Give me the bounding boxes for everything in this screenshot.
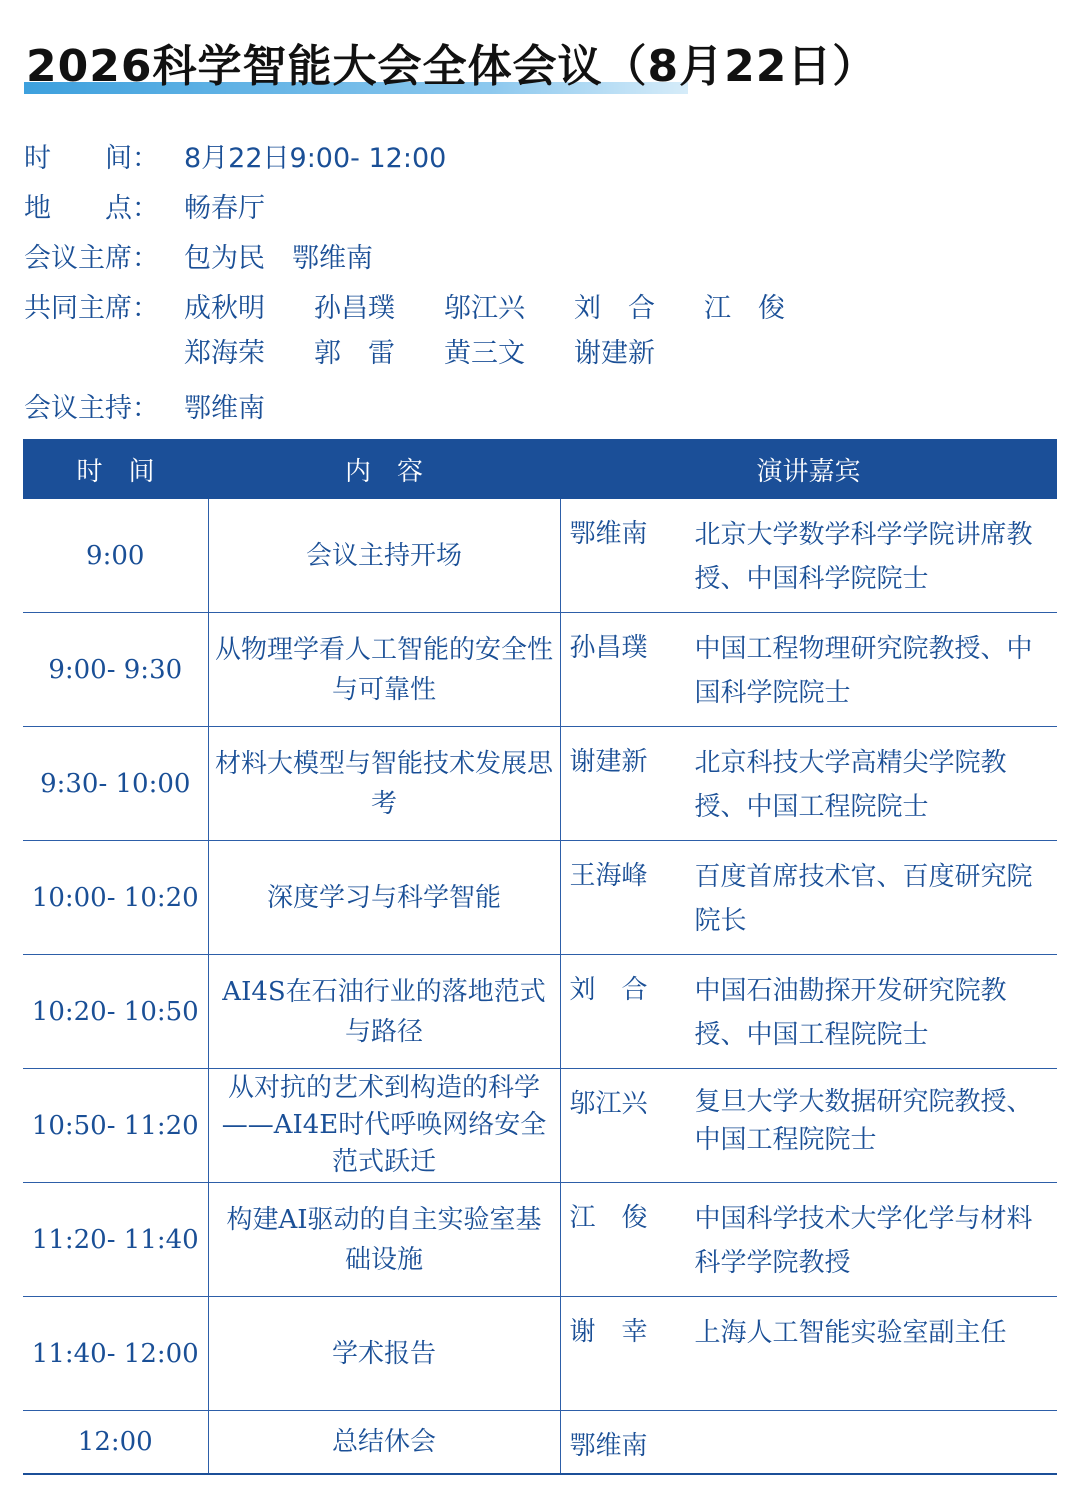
row-speaker-cell (560, 841, 1057, 955)
speaker-name: 邬江兴 (569, 1089, 648, 1119)
row-topic: 材料大模型与智能技术发展思考 (208, 727, 560, 841)
row-time: 9:30- 10:00 (23, 727, 208, 841)
speaker-name: 鄂维南 (569, 1431, 648, 1461)
speaker-name: 谢 幸 (569, 1317, 648, 1347)
row-speaker-cell (560, 1297, 1057, 1411)
cochair-names (184, 286, 834, 370)
title-block (22, 30, 1022, 100)
place-label: 地 点： (24, 193, 159, 224)
row-time: 10:00- 10:20 (23, 841, 208, 955)
speaker-name: 孙昌璞 (569, 633, 648, 663)
table-row (23, 727, 1057, 841)
schedule-table (23, 439, 1057, 1475)
row-speaker-cell (560, 1183, 1057, 1297)
speaker-title: 北京科技大学高精尖学院教授、中国工程院院士 (694, 748, 1007, 822)
row-speaker-cell (560, 727, 1057, 841)
speaker-title: 中国石油勘探开发研究院教授、中国工程院院士 (694, 976, 1007, 1050)
cochair-name: 成秋明 (184, 293, 265, 324)
info-chair (24, 236, 373, 275)
row-speaker-cell (560, 613, 1057, 727)
cochair-name: 孙昌璞 (314, 293, 395, 324)
speaker-name: 刘 合 (569, 975, 648, 1005)
time-label: 时 间： (24, 143, 159, 174)
host-label: 会议主持： (24, 393, 159, 424)
speaker-name: 谢建新 (569, 747, 648, 777)
time-value: 8月22日9:00- 12:00 (184, 143, 447, 174)
info-host (24, 386, 265, 425)
row-topic: 会议主持开场 (208, 499, 560, 613)
row-time: 10:20- 10:50 (23, 955, 208, 1069)
row-topic: 从物理学看人工智能的安全性与可靠性 (208, 613, 560, 727)
header-speaker: 演讲嘉宾 (560, 439, 1057, 499)
speaker-name: 江 俊 (569, 1203, 648, 1233)
place-value: 畅春厅 (184, 193, 265, 224)
table-row (23, 1297, 1057, 1411)
info-cochair (24, 286, 834, 370)
row-time: 10:50- 11:20 (23, 1069, 208, 1183)
cochair-name: 郭 雷 (314, 338, 395, 369)
header-time: 时 间 (23, 439, 208, 499)
row-speaker-cell (560, 1069, 1057, 1183)
row-speaker-cell (560, 499, 1057, 613)
table-row (23, 955, 1057, 1069)
host-value: 鄂维南 (184, 393, 265, 424)
chair-value: 包为民 鄂维南 (184, 243, 373, 274)
row-time: 9:00- 9:30 (23, 613, 208, 727)
row-topic: 从对抗的艺术到构造的科学——AI4E时代呼唤网络安全范式跃迁 (208, 1069, 560, 1183)
page-title: 2026科学智能大会全体会议（8月22日） (26, 41, 878, 92)
row-topic: 构建AI驱动的自主实验室基础设施 (208, 1183, 560, 1297)
row-topic: 总结休会 (208, 1411, 560, 1475)
speaker-title: 上海人工智能实验室副主任 (694, 1318, 1007, 1348)
row-speaker-cell (560, 955, 1057, 1069)
cochair-name: 刘 合 (574, 293, 655, 324)
table-row (23, 499, 1057, 613)
header-topic: 内 容 (208, 439, 560, 499)
speaker-title: 中国科学技术大学化学与材料科学学院教授 (694, 1204, 1033, 1278)
speaker-title: 复旦大学大数据研究院教授、 中国工程院院士 (694, 1087, 1033, 1155)
table-row (23, 1183, 1057, 1297)
speaker-name: 王海峰 (569, 861, 648, 891)
speaker-title: 北京大学数学科学学院讲席教授、中国科学院院士 (694, 520, 1033, 594)
row-topic: 深度学习与科学智能 (208, 841, 560, 955)
table-row (23, 841, 1057, 955)
cochair-name: 邬江兴 (444, 293, 525, 324)
row-time: 11:40- 12:00 (23, 1297, 208, 1411)
cochair-name: 郑海荣 (184, 338, 265, 369)
speaker-title: 百度首席技术官、百度研究院院长 (694, 862, 1033, 936)
chair-label: 会议主席： (24, 243, 159, 274)
table-header-row (23, 439, 1057, 499)
table-row (23, 1069, 1057, 1183)
cochair-name: 黄三文 (444, 338, 525, 369)
speaker-title: 中国工程物理研究院教授、中国科学院院士 (694, 634, 1033, 708)
cochair-label: 共同主席： (24, 293, 159, 324)
row-time: 11:20- 11:40 (23, 1183, 208, 1297)
row-time: 9:00 (23, 499, 208, 613)
row-speaker-cell (560, 1411, 1057, 1475)
cochair-name: 谢建新 (574, 338, 655, 369)
table-row (23, 613, 1057, 727)
speaker-name: 鄂维南 (569, 519, 648, 549)
row-topic: AI4S在石油行业的落地范式与路径 (208, 955, 560, 1069)
info-place (24, 186, 265, 225)
table-row (23, 1411, 1057, 1475)
row-topic: 学术报告 (208, 1297, 560, 1411)
info-time (24, 136, 446, 175)
row-time: 12:00 (23, 1411, 208, 1475)
cochair-name: 江 俊 (704, 293, 785, 324)
